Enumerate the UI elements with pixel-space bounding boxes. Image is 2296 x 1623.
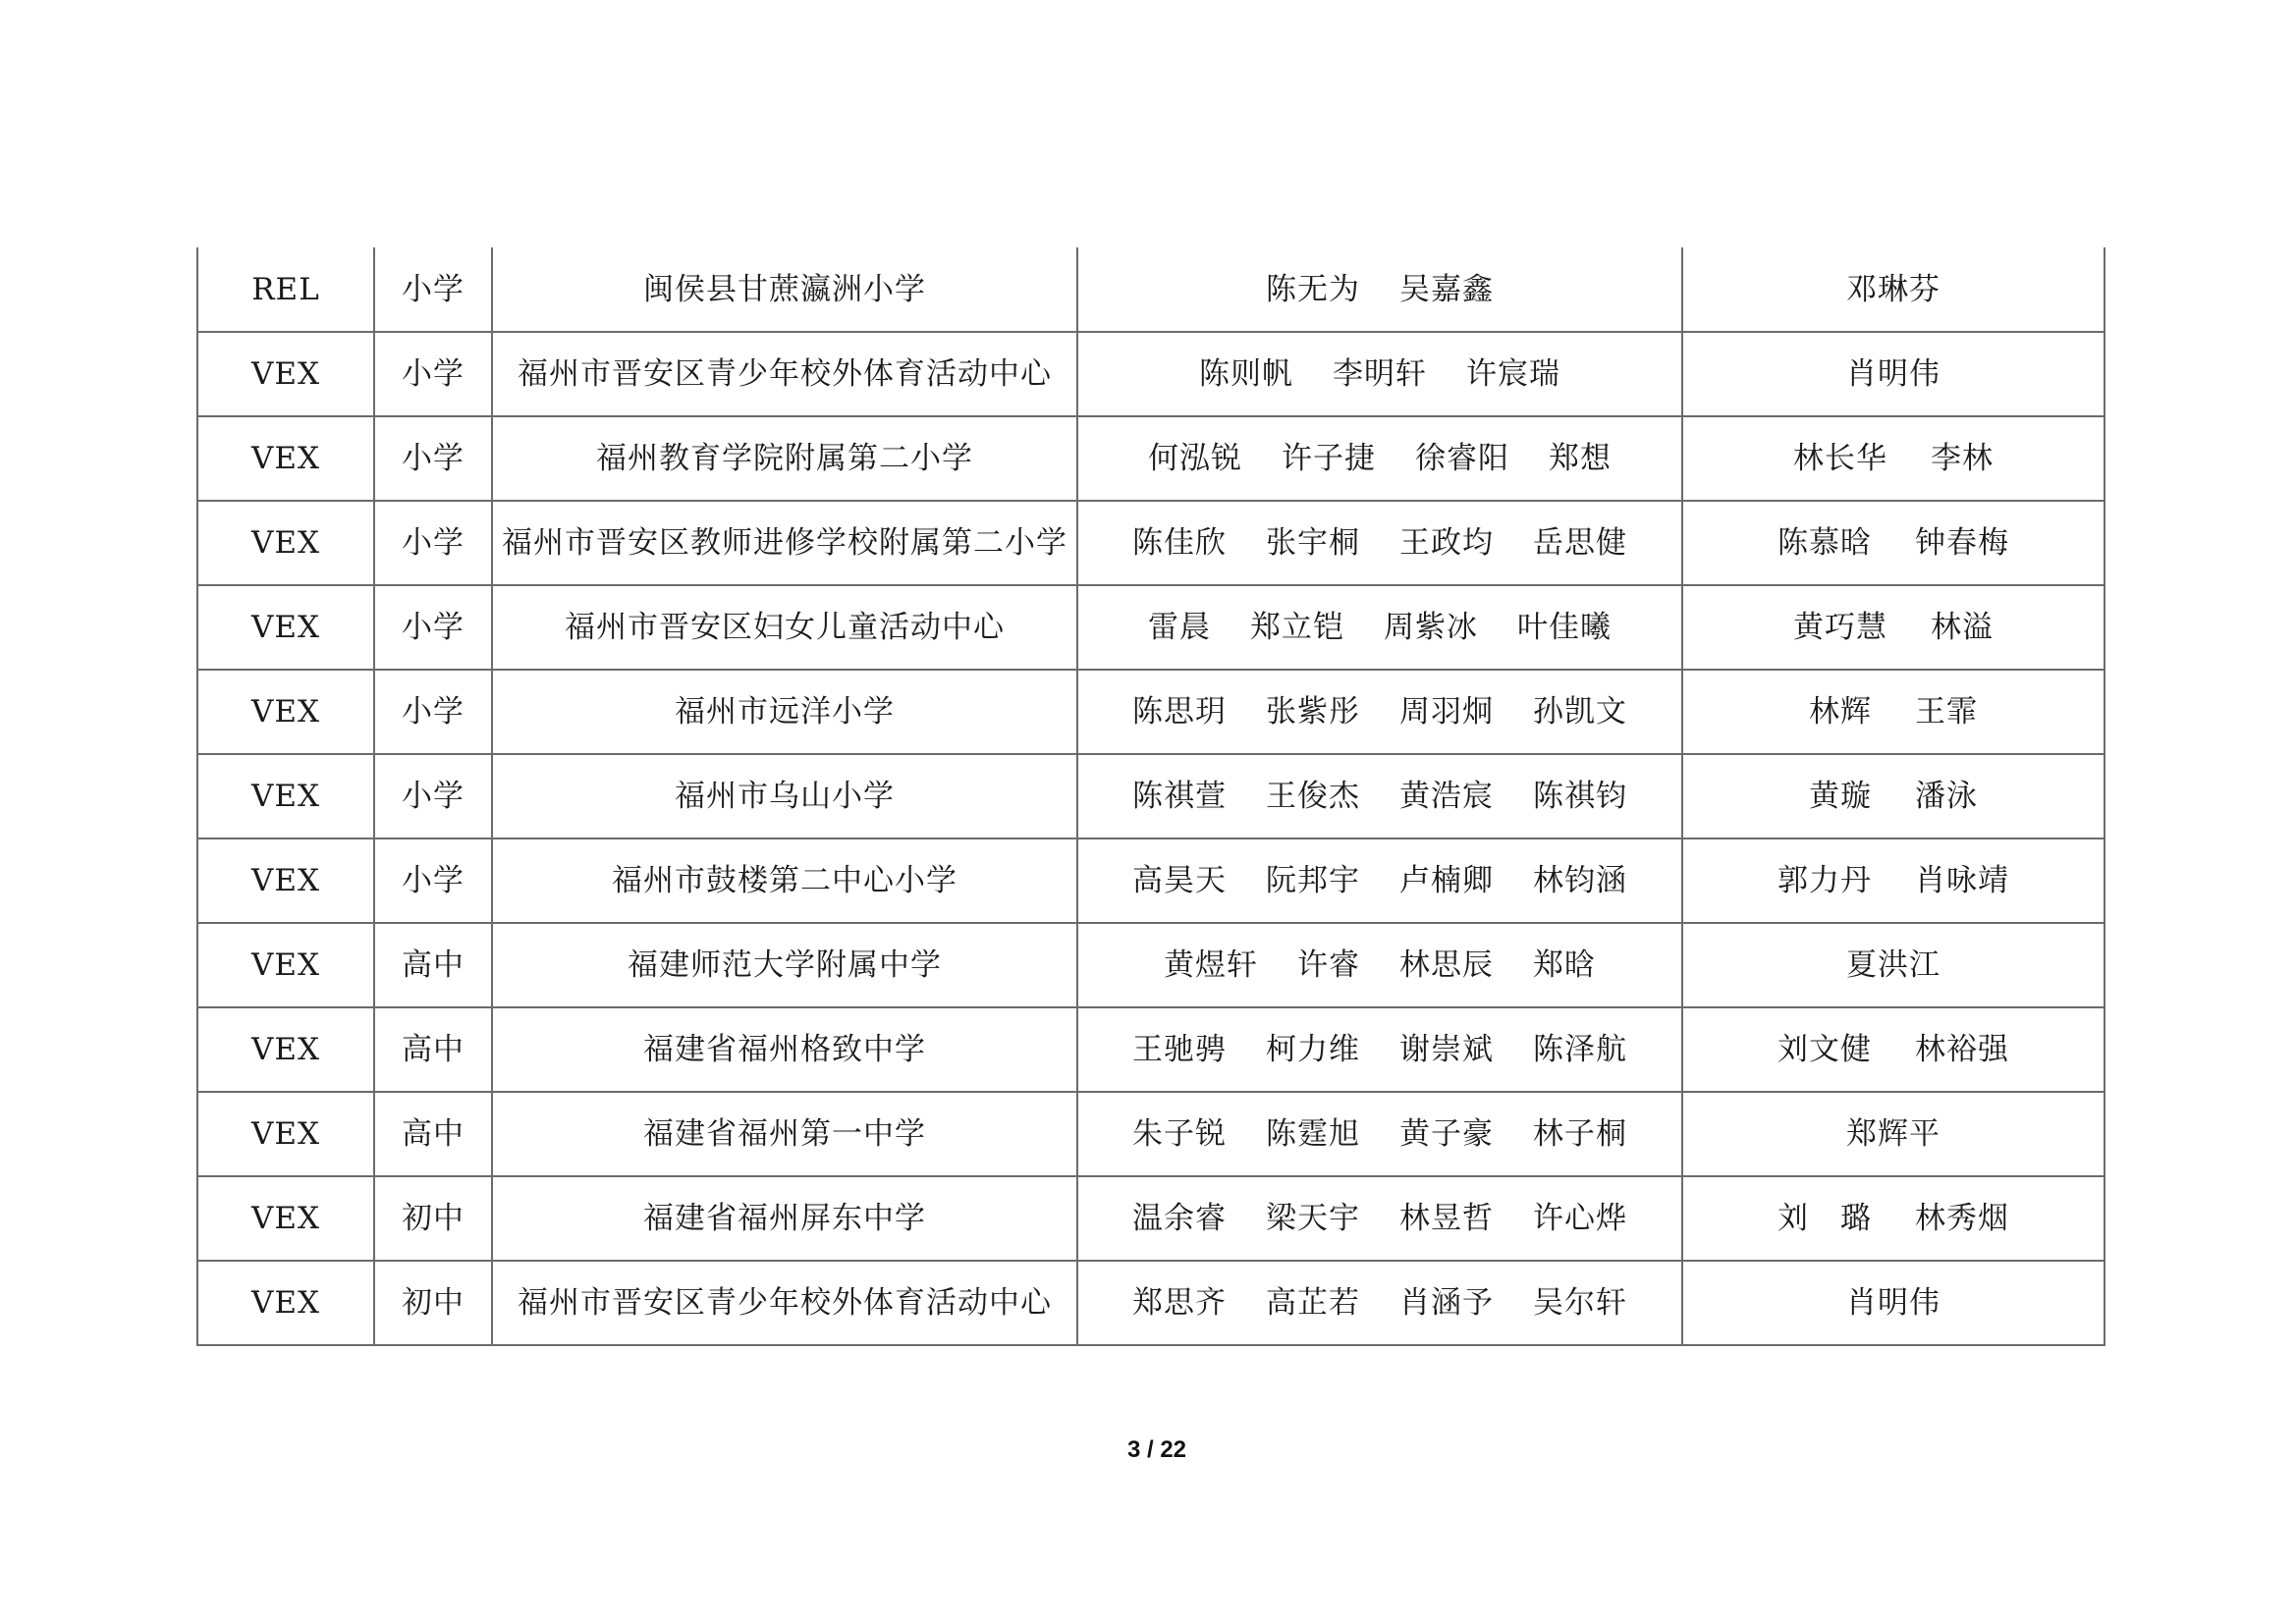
teachers-cell	[1682, 1176, 2105, 1261]
school-cell: 福建省福州屏东中学	[492, 1176, 1077, 1261]
category-cell: VEX	[197, 670, 374, 754]
teachers-cell	[1682, 1092, 2105, 1176]
level-cell: 小学	[374, 332, 492, 416]
students-cell	[1077, 670, 1682, 754]
table-row	[197, 247, 2105, 332]
student-name: 岳思健	[1533, 525, 1627, 561]
level-cell: 小学	[374, 416, 492, 501]
student-name: 周羽炯	[1399, 694, 1494, 730]
student-name: 高昊天	[1132, 863, 1227, 898]
student-name: 林子桐	[1533, 1116, 1627, 1152]
teachers-cell	[1682, 670, 2105, 754]
student-name: 周紫冰	[1384, 610, 1478, 645]
students-cell	[1077, 1261, 1682, 1345]
table-row	[197, 585, 2105, 670]
students-cell	[1077, 754, 1682, 839]
school-cell: 福建省福州格致中学	[492, 1007, 1077, 1092]
student-name: 徐睿阳	[1415, 441, 1509, 476]
category-cell: VEX	[197, 1261, 374, 1345]
table-row	[197, 670, 2105, 754]
teacher-name: 夏洪江	[1846, 947, 1941, 983]
table-row	[197, 839, 2105, 923]
student-name: 陈佳欣	[1132, 525, 1227, 561]
teachers-cell	[1682, 1261, 2105, 1345]
table-row	[197, 1092, 2105, 1176]
teachers-cell	[1682, 332, 2105, 416]
students-cell	[1077, 1176, 1682, 1261]
category-cell: REL	[197, 247, 374, 332]
level-cell: 小学	[374, 754, 492, 839]
student-name: 孙凯文	[1533, 694, 1627, 730]
student-name: 陈霆旭	[1266, 1116, 1360, 1152]
student-name: 许宸瑞	[1466, 356, 1560, 392]
teacher-name: 刘文健	[1777, 1032, 1872, 1067]
category-cell: VEX	[197, 1092, 374, 1176]
student-name: 郑思齐	[1132, 1285, 1227, 1321]
level-cell: 小学	[374, 247, 492, 332]
students-cell	[1077, 332, 1682, 416]
school-cell: 福州市晋安区教师进修学校附属第二小学	[492, 501, 1077, 585]
teachers-cell	[1682, 754, 2105, 839]
student-name: 张宇桐	[1266, 525, 1360, 561]
results-table	[196, 247, 2105, 1346]
student-name: 阮邦宇	[1266, 863, 1360, 898]
level-cell: 高中	[374, 1092, 492, 1176]
student-name: 黄子豪	[1399, 1116, 1494, 1152]
school-cell: 福建师范大学附属中学	[492, 923, 1077, 1007]
student-name: 朱子锐	[1132, 1116, 1227, 1152]
student-name: 陈祺萱	[1132, 779, 1227, 814]
student-name: 叶佳曦	[1517, 610, 1612, 645]
student-name: 肖涵予	[1399, 1285, 1494, 1321]
student-name: 李明轩	[1333, 356, 1427, 392]
student-name: 王驰骋	[1132, 1032, 1227, 1067]
level-cell: 小学	[374, 585, 492, 670]
student-name: 梁天宇	[1266, 1201, 1360, 1236]
student-name: 陈无为	[1266, 271, 1360, 307]
student-name: 卢楠卿	[1399, 863, 1494, 898]
student-name: 林钧涵	[1533, 863, 1627, 898]
results-table-body	[197, 247, 2105, 1345]
students-cell	[1077, 585, 1682, 670]
teachers-cell	[1682, 416, 2105, 501]
category-cell: VEX	[197, 332, 374, 416]
student-name: 黄煜轩	[1164, 947, 1258, 983]
school-cell: 福州市远洋小学	[492, 670, 1077, 754]
student-name: 许子捷	[1282, 441, 1376, 476]
teachers-cell	[1682, 501, 2105, 585]
teacher-name: 林裕强	[1915, 1032, 2009, 1067]
table-row	[197, 1261, 2105, 1345]
student-name: 王政均	[1399, 525, 1494, 561]
student-name: 许睿	[1297, 947, 1360, 983]
teacher-name: 李林	[1931, 441, 1994, 476]
school-cell: 闽侯县甘蔗瀛洲小学	[492, 247, 1077, 332]
teacher-name: 邓琳芬	[1846, 271, 1941, 307]
students-cell	[1077, 923, 1682, 1007]
student-name: 何泓锐	[1148, 441, 1242, 476]
school-cell: 福州市晋安区妇女儿童活动中心	[492, 585, 1077, 670]
student-name: 高芷若	[1266, 1285, 1360, 1321]
category-cell: VEX	[197, 1007, 374, 1092]
page-number: 3 / 22	[1126, 1436, 1187, 1463]
school-cell: 福建省福州第一中学	[492, 1092, 1077, 1176]
table-row	[197, 1007, 2105, 1092]
students-cell	[1077, 839, 1682, 923]
student-name: 张紫彤	[1266, 694, 1360, 730]
students-cell	[1077, 501, 1682, 585]
student-name: 陈祺钧	[1533, 779, 1627, 814]
student-name: 郑想	[1549, 441, 1612, 476]
teacher-name: 钟春梅	[1915, 525, 2009, 561]
student-name: 林昱哲	[1399, 1201, 1494, 1236]
teacher-name: 林溢	[1931, 610, 1994, 645]
table-row	[197, 1176, 2105, 1261]
level-cell: 高中	[374, 923, 492, 1007]
student-name: 许心烨	[1533, 1201, 1627, 1236]
category-cell: VEX	[197, 923, 374, 1007]
school-cell: 福州市乌山小学	[492, 754, 1077, 839]
teacher-name: 潘泳	[1915, 779, 1978, 814]
teacher-name: 黄璇	[1809, 779, 1872, 814]
teachers-cell	[1682, 839, 2105, 923]
student-name: 陈思玥	[1132, 694, 1227, 730]
category-cell: VEX	[197, 754, 374, 839]
teacher-name: 林辉	[1809, 694, 1872, 730]
table-row	[197, 923, 2105, 1007]
student-name: 柯力维	[1266, 1032, 1360, 1067]
teacher-name: 林长华	[1793, 441, 1887, 476]
students-cell	[1077, 247, 1682, 332]
level-cell: 小学	[374, 839, 492, 923]
student-name: 雷晨	[1148, 610, 1211, 645]
teacher-name: 刘 璐	[1777, 1201, 1872, 1236]
teacher-name: 林秀烟	[1915, 1201, 2009, 1236]
teacher-name: 郑辉平	[1846, 1116, 1941, 1152]
student-name: 陈泽航	[1533, 1032, 1627, 1067]
students-cell	[1077, 1092, 1682, 1176]
teachers-cell	[1682, 1007, 2105, 1092]
student-name: 林思辰	[1399, 947, 1494, 983]
student-name: 谢崇斌	[1399, 1032, 1494, 1067]
student-name: 王俊杰	[1266, 779, 1360, 814]
school-cell: 福州市鼓楼第二中心小学	[492, 839, 1077, 923]
teacher-name: 陈慕晗	[1777, 525, 1872, 561]
teachers-cell	[1682, 585, 2105, 670]
table-row	[197, 754, 2105, 839]
student-name: 郑立铠	[1250, 610, 1344, 645]
student-name: 陈则帆	[1199, 356, 1293, 392]
level-cell: 小学	[374, 670, 492, 754]
student-name: 吴尔轩	[1533, 1285, 1627, 1321]
category-cell: VEX	[197, 501, 374, 585]
table-row	[197, 416, 2105, 501]
teacher-name: 肖咏靖	[1915, 863, 2009, 898]
level-cell: 小学	[374, 501, 492, 585]
category-cell: VEX	[197, 416, 374, 501]
category-cell: VEX	[197, 1176, 374, 1261]
table-row	[197, 332, 2105, 416]
teacher-name: 肖明伟	[1846, 1285, 1941, 1321]
teacher-name: 黄巧慧	[1793, 610, 1887, 645]
student-name: 郑晗	[1533, 947, 1596, 983]
student-name: 吴嘉鑫	[1399, 271, 1494, 307]
level-cell: 初中	[374, 1176, 492, 1261]
students-cell	[1077, 1007, 1682, 1092]
student-name: 黄浩宸	[1399, 779, 1494, 814]
category-cell: VEX	[197, 585, 374, 670]
school-cell: 福州市晋安区青少年校外体育活动中心	[492, 1261, 1077, 1345]
school-cell: 福州市晋安区青少年校外体育活动中心	[492, 332, 1077, 416]
level-cell: 初中	[374, 1261, 492, 1345]
student-name: 温余睿	[1132, 1201, 1227, 1236]
teacher-name: 王霏	[1915, 694, 1978, 730]
category-cell: VEX	[197, 839, 374, 923]
students-cell	[1077, 416, 1682, 501]
table-row	[197, 501, 2105, 585]
teacher-name: 郭力丹	[1777, 863, 1872, 898]
teachers-cell	[1682, 923, 2105, 1007]
level-cell: 高中	[374, 1007, 492, 1092]
teachers-cell	[1682, 247, 2105, 332]
teacher-name: 肖明伟	[1846, 356, 1941, 392]
school-cell: 福州教育学院附属第二小学	[492, 416, 1077, 501]
